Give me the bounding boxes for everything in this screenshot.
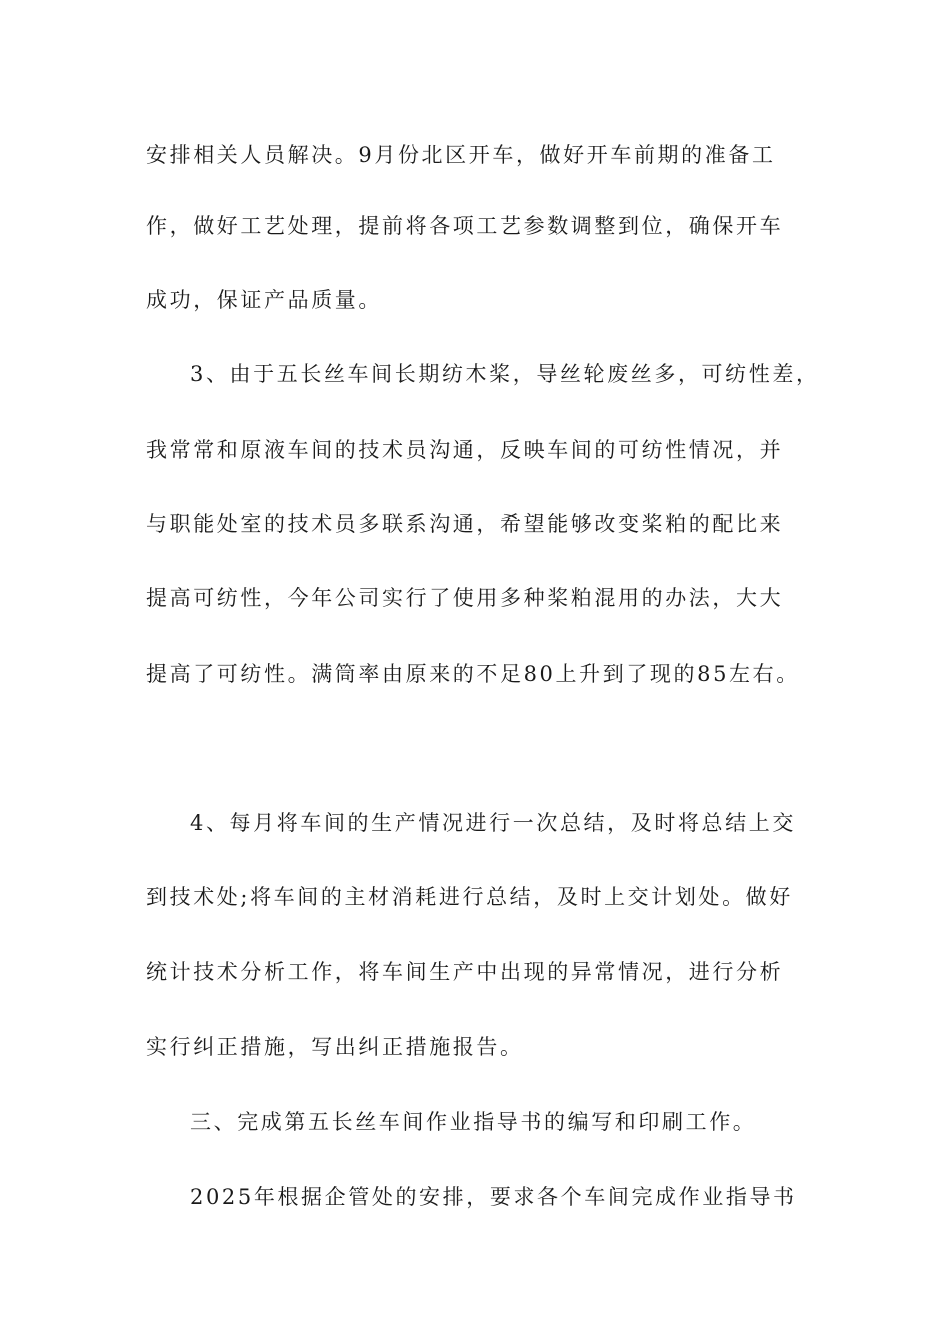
paragraph-line: 统计技术分析工作，将车间生产中出现的异常情况，进行分析 — [146, 960, 784, 984]
paragraph-line: 提高可纺性，今年公司实行了使用多种桨粕混用的办法，大大 — [146, 586, 784, 610]
section-heading: 三、完成第五长丝车间作业指导书的编写和印刷工作。 — [190, 1110, 757, 1134]
paragraph-line: 我常常和原液车间的技术员沟通，反映车间的可纺性情况，并 — [146, 438, 784, 462]
paragraph-line: 3、由于五长丝车间长期纺木桨，导丝轮废丝多，可纺性差， — [190, 362, 820, 386]
paragraph-line: 2025年根据企管处的安排，要求各个车间完成作业指导书 — [190, 1185, 797, 1209]
paragraph-line: 成功，保证产品质量。 — [146, 288, 382, 312]
paragraph-line: 实行纠正措施，写出纠正措施报告。 — [146, 1035, 524, 1059]
paragraph-line: 提高了可纺性。满筒率由原来的不足80上升到了现的85左右。 — [146, 662, 800, 686]
paragraph-line: 4、每月将车间的生产情况进行一次总结，及时将总结上交 — [190, 811, 796, 835]
paragraph-line: 与职能处室的技术员多联系沟通，希望能够改变桨粕的配比来 — [146, 512, 784, 536]
paragraph-line: 安排相关人员解决。9月份北区开车，做好开车前期的准备工 — [146, 143, 776, 167]
paragraph-line: 作，做好工艺处理，提前将各项工艺参数调整到位，确保开车 — [146, 214, 784, 238]
paragraph-line: 到技术处;将车间的主材消耗进行总结，及时上交计划处。做好 — [146, 885, 793, 909]
